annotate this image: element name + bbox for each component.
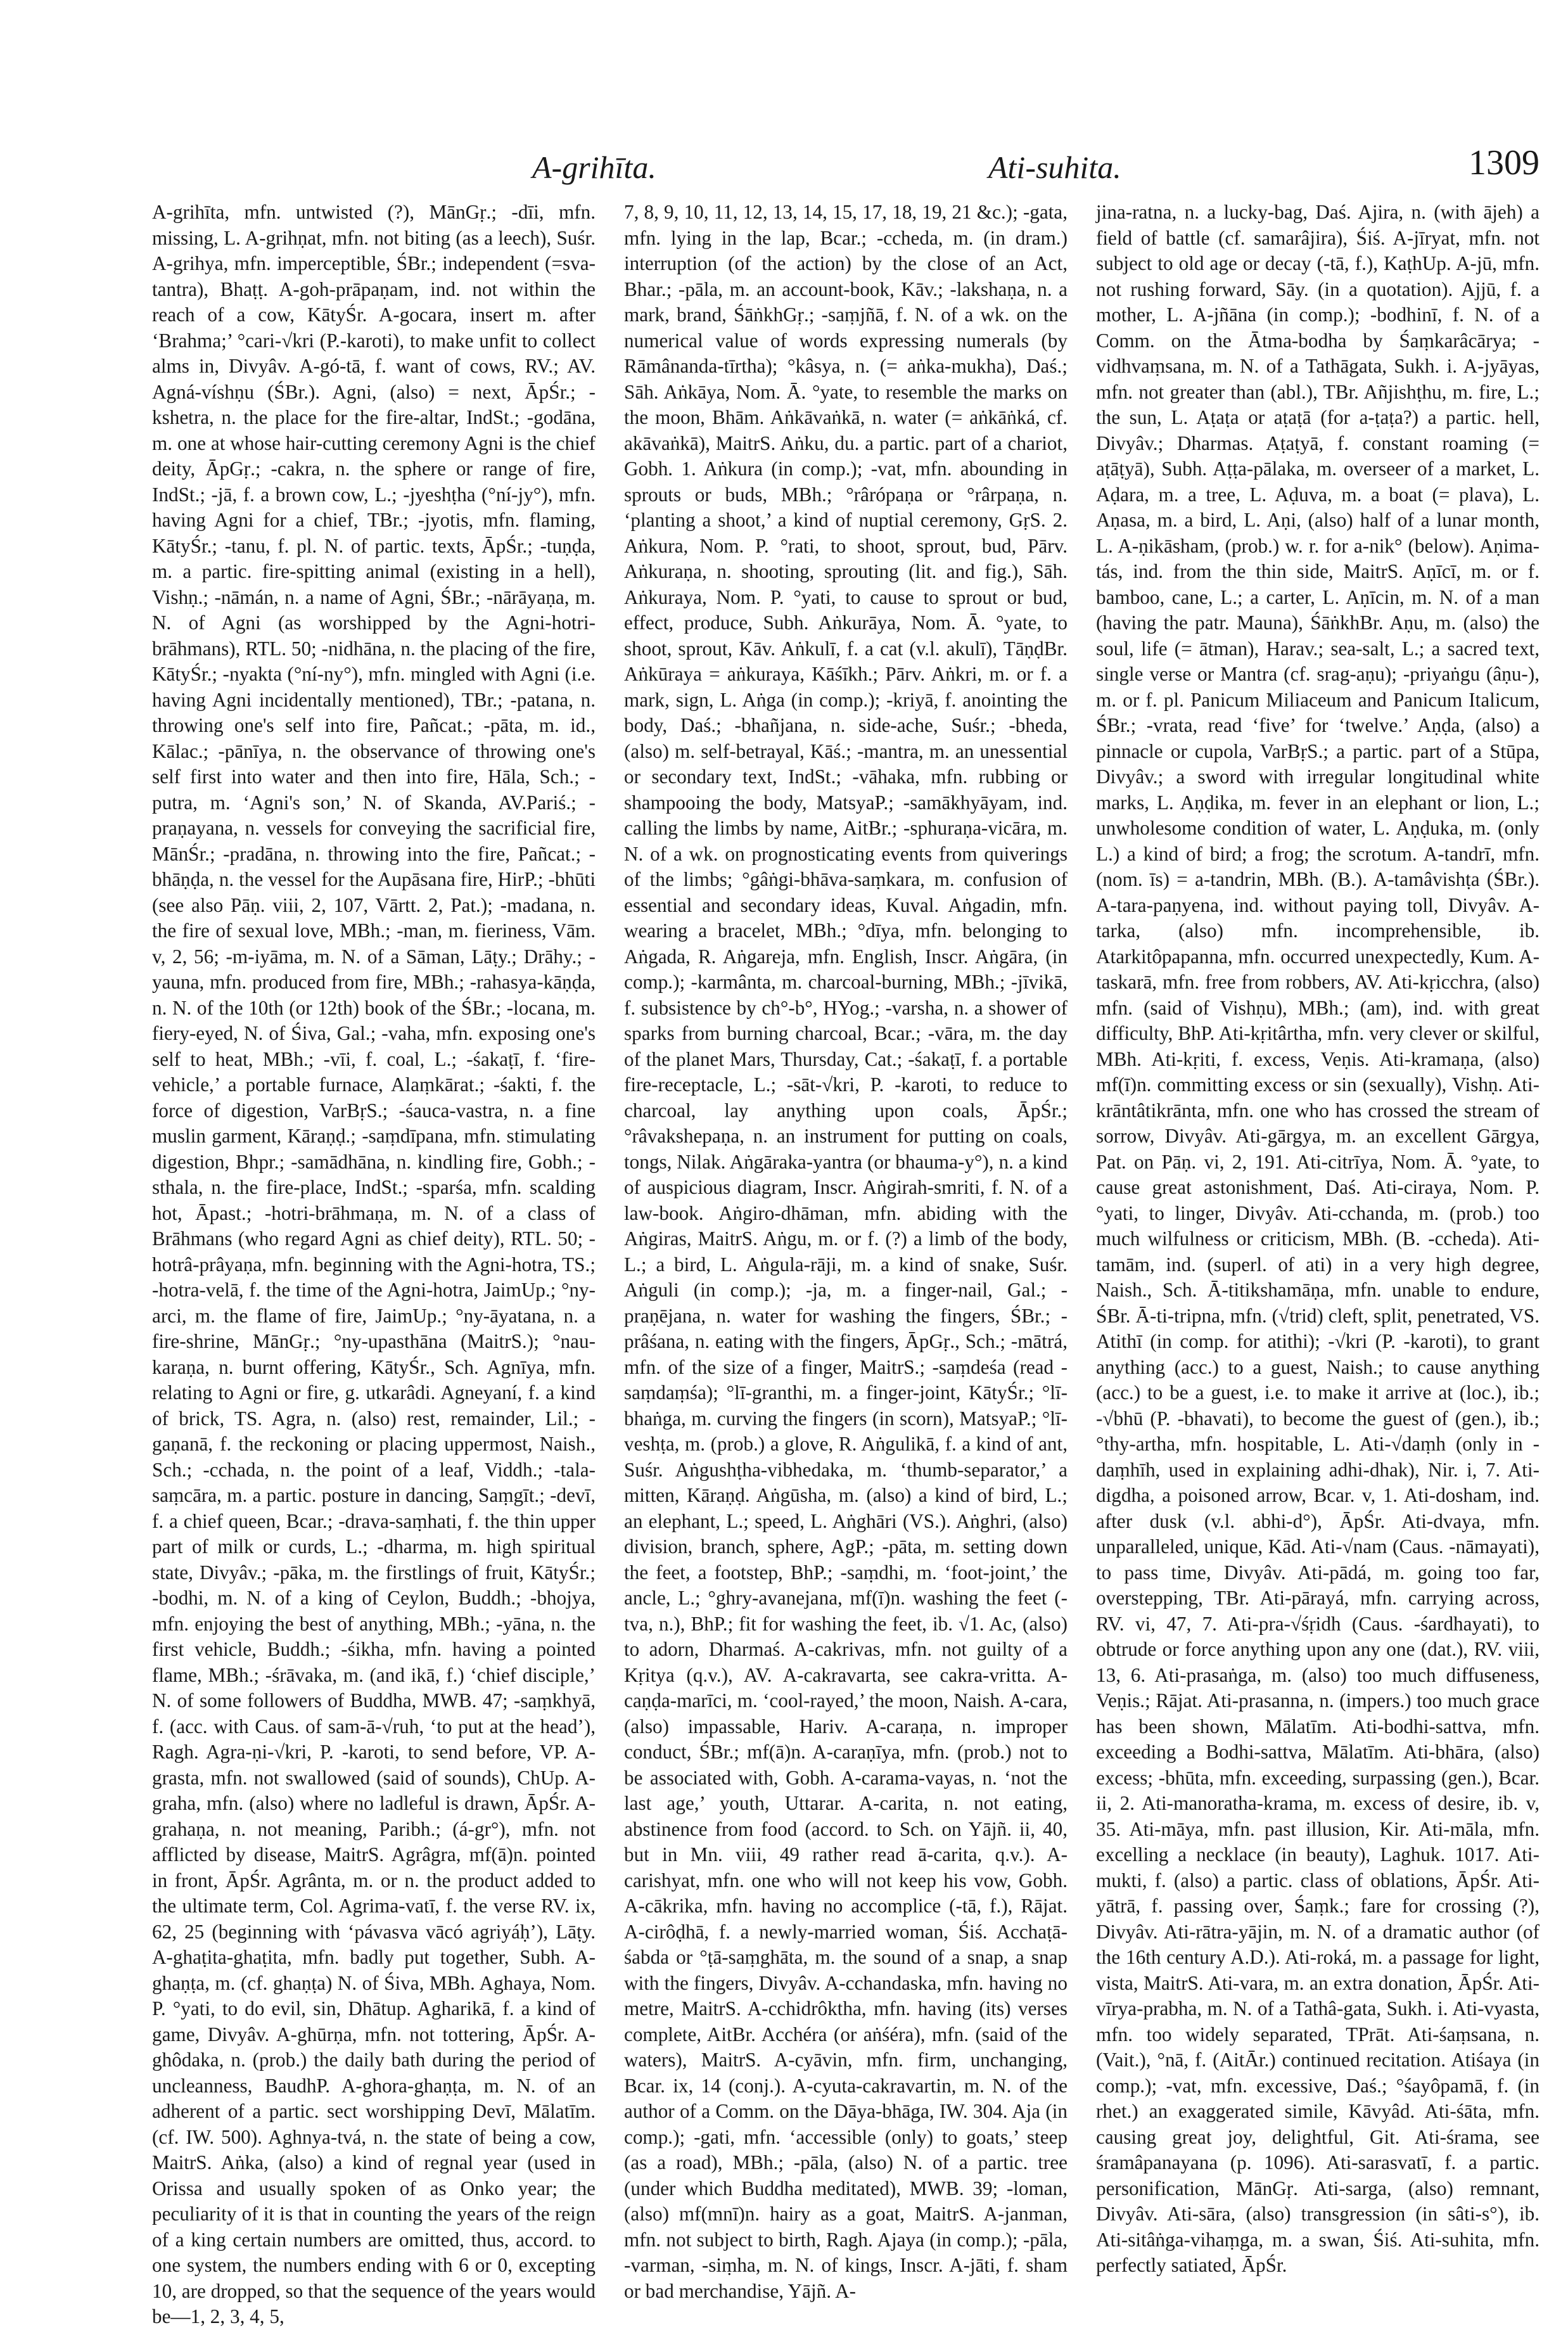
text-columns (152, 200, 1539, 2327)
column-1 (152, 200, 596, 2327)
column-2-text: 7, 8, 9, 10, 11, 12, 13, 14, 15, 17, 18, 19, 21 &c.); -gata, mfn. lying in the lap, Bcar.; -ccheda, m. (in dram.) interruption (of the action) by the close of an Act, Bhar.; -pāla, m. an account-book, Kāv.; -lakshaṇa, n. a mark, brand, ŚāṅkhGṛ.; -saṃjñā, f. N. of a wk. on the numerical value of words expressing numerals (by Rāmânanda-tīrtha); °kâsya, n. (= aṅka-mukha), Daś.; Sāh. Aṅkāya, Nom. Ā. °yate, to resemble the marks on the moon, Bhām. Aṅkāvaṅkā, n. water (= aṅkāṅká, cf. akāvaṅkā), MaitrS. Aṅku, du. a partic. part of a chariot, Gobh. 1. Aṅkura (in comp.); -vat, mfn. abounding in sprouts or buds, MBh.; °rârópaṇa or °rârpaṇa, n. ‘planting a shoot,’ a kind of nuptial ceremony, GṛS. 2. Aṅkura, Nom. P. °rati, to shoot, sprout, bud, Pārv. Aṅkuraṇa, n. shooting, sprouting (lit. and fig.), Sāh. Aṅkuraya, Nom. P. °yati, to cause to sprout or bud, effect, produce, Subh. Aṅkurāya, Nom. Ā. °yate, to shoot, sprout, Kāv. Aṅkulī, f. a cat (v.l. akulī), TāṇḍBr. Aṅkūraya = aṅkuraya, Kāśīkh.; Pārv. Aṅkri, m. or f. a mark, sign, L. Aṅga (in comp.); -kriyā, f. anointing the body, Daś.; -bhañjana, n. side-ache, Suśr.; -bheda, (also) m. self-betrayal, Kāś.; -mantra, m. an unessential or secondary text, IndSt.; -vāhaka, mfn. rubbing or shampooing the body, MatsyaP.; -samākhyāyam, ind. calling the limbs by name, AitBr.; -sphuraṇa-vicāra, m. N. of a wk. on prognosticating events from quiverings of the limbs; °gâṅgi-bhāva-saṃkara, m. confusion of essential and secondary ideas, Kuval. Aṅgadin, mfn. wearing a bracelet, MBh.; °dīya, mfn. belonging to Aṅgada, R. Aṅgareja, mfn. English, Inscr. Aṅgāra, (in comp.); -karmânta, m. charcoal-burning, MBh.; -jīvikā, f. subsistence by ch°-b°, HYog.; -varsha, n. a shower of sparks from burning charcoal, Bcar.; -vāra, m. the day of the planet Mars, Thursday, Cat.; -śakaṭī, f. a portable fire-receptacle, L.; -sāt-√kri, P. -karoti, to reduce to charcoal, lay anything upon coals, ĀpŚr.; °râvakshepaṇa, n. an instrument for putting on coals, tongs, Nilak. Aṅgāraka-yantra (or bhauma-y°), n. a kind of auspicious diagram, Inscr. Aṅgirah-smriti, f. N. of a law-book. Aṅgiro-dhāman, mfn. abiding with the Aṅgiras, MaitrS. Aṅgu, m. or f. (?) a limb of the body, L.; a bird, L. Aṅgula-rāji, m. a kind of snake, Suśr. Aṅguli (in comp.); -ja, m. a finger-nail, Gal.; -praṇējana, n. water for washing the fingers, ŚBr.; -prâśana, n. eating with the fingers, ĀpGṛ., Sch.; -mātrá, mfn. of the size of a finger, MaitrS.; -saṃdeśa (read -saṃdaṃśa); °lī-granthi, m. a finger-joint, KātyŚr.; °lī-bhaṅga, m. curving the fingers (in scorn), MatsyaP.; °lī-veshṭa, m. (prob.) a glove, R. Aṅgulikā, f. a kind of ant, Suśr. Aṅgushṭha-vibhedaka, m. ‘thumb-separator,’ a mitten, Kāraṇḍ. Aṅgūsha, m. (also) a kind of bird, L.; an elephant, L.; speed, L. Aṅghāri (VS.). Aṅghri, (also) division, branch, sphere, AgP.; -pāta, m. setting down the feet, a footstep, BhP.; -saṃdhi, m. ‘foot-joint,’ the ancle, L.; °ghry-avanejana, mf(ī)n. washing the feet (-tva, n.), BhP.; fit for washing the feet, ib. √1. Ac, (also) to adorn, Dharmaś. A-cakrivas, mfn. not guilty of a Kṛitya (q.v.), AV. A-cakravarta, see cakra-vritta. A-caṇḍa-marīci, m. ‘cool-rayed,’ the moon, Naish. A-cara, (also) impassable, Hariv. A-caraṇa, n. improper conduct, ŚBr.; mf(ā)n. A-caraṇīya, mfn. (prob.) not to be associated with, Gobh. A-carama-vayas, n. ‘not the last age,’ youth, Uttarar. A-carita, n. not eating, abstinence from food (accord. to Sch. on Yājñ. ii, 40, but in Mn. viii, 49 rather read ā-carita, q.v.). A-carishyat, mfn. one who will not keep his vow, Gobh. A-cākrika, mfn. having no accomplice (-tā, f.), Rājat. A-cirôḍhā, f. a newly-married woman, Śiś. Acchaṭā-śabda or °ṭā-saṃghāta, m. the sound of a snap, a snap with the fingers, Divyâv. A-cchandaska, mfn. having no metre, MaitrS. A-cchidrôktha, mfn. having (its) verses complete, AitBr. Acchéra (or aṅśéra), mfn. (said of the waters), MaitrS. A-cyāvin, mfn. firm, unchanging, Bcar. ix, 14 (conj.). A-cyuta-cakravartin, m. N. of the author of a Comm. on the Dāya-bhāga, IW. 304. Aja (in comp.); -gati, mfn. ‘accessible (only) to goats,’ steep (as a road), MBh.; -pāla, (also) N. of a partic. tree (under which Buddha meditated), MWB. 39; -loman, (also) mf(mnī)n. hairy as a goat, MaitrS. A-janman, mfn. not subject to birth, Ragh. Ajaya (in comp.); -pāla, -varman, -siṃha, m. N. of kings, Inscr. A-jāti, f. sham or bad merchandise, Yājñ. A- (624, 201, 1068, 2302)
page-number: 1309 (1469, 143, 1539, 182)
column-3-text: jina-ratna, n. a lucky-bag, Daś. Ajira, n. (with ājeh) a field of battle (cf. samarâjira), Śiś. A-jīryat, mfn. not subject to old age or decay (-tā, f.), KaṭhUp. A-jū, mfn. not rushing forward, Sāy. (in a quotation). Ajjū, f. a mother, L. A-jñāna (in comp.); -bodhinī, f. N. of a Comm. on the Ātma-bodha by Śaṃkarâcārya; -vidhvaṃsana, m. N. of a Tathāgata, Sukh. i. A-jyāyas, mfn. not greater than (abl.), TBr. Añjishṭhu, m. fire, L.; the sun, L. Aṭaṭa or aṭaṭā (for a-ṭaṭa?) a partic. hell, Divyâv.; Dharmas. Aṭaṭyā, f. constant roaming (= aṭāṭyā), Subh. Aṭṭa-pālaka, m. overseer of a market, L. Aḍara, m. a tree, L. Aḍuva, m. a boat (= plava), L. Aṇasa, m. a bird, L. Aṇi, (also) half of a lunar month, L. A-ṇikāsham, (prob.) w. r. for a-nik° (below). Aṇima-tás, ind. from the thin side, MaitrS. Aṇīcī, m. or f. bamboo, cane, L.; a carter, L. Aṇīcin, m. N. of a man (having the patr. Mauna), ŚāṅkhBr. Aṇu, m. (also) the soul, life (= ātman), Harav.; sea-salt, L.; a sacred text, single verse or Mantra (cf. srag-aṇu); -priyaṅgu (âṇu-), m. or f. pl. Panicum Miliaceum and Panicum Italicum, ŚBr.; -vrata, read ‘five’ for ‘twelve.’ Aṇḍa, (also) a pinnacle or cupola, VarBṛS.; a partic. part of a Stūpa, Divyâv.; a sword with irregular longitudinal white marks, L. Aṇḍika, m. fever in an elephant or lion, L.; unwholesome condition of water, L. Aṇḍuka, m. (only L.) a kind of bird; a frog; the scrotum. A-tandrī, mfn. (nom. īs) = a-tandrin, MBh. (B.). A-tamâvishṭa (ŚBr.). A-tara-paṇyena, ind. without paying toll, Divyâv. A-tarka, (also) mfn. incomprehensible, ib. Atarkitôpapanna, mfn. occurred unexpectedly, Kum. A-taskarā, mfn. free from robbers, AV. Ati-kṛicchra, (also) mfn. (said of Vishṇu), MBh.; (am), ind. with great difficulty, BhP. Ati-kṛitârtha, mfn. very clever or skilful, MBh. Ati-kṛiti, f. excess, Veṇis. Ati-kramaṇa, (also) mf(ī)n. committing excess or sin (sexually), Vishṇ. Ati-krāntâtikrānta, mfn. one who has crossed the stream of sorrow, Divyâv. Ati-gārgya, m. an excellent Gārgya, Pat. on Pāṇ. vi, 2, 191. Ati-citrīya, Nom. Ā. °yate, to cause great astonishment, Daś. Ati-ciraya, Nom. P. °yati, to linger, Divyâv. Ati-cchanda, m. (prob.) too much wilfulness or criticism, MBh. (B. -ccheda). Ati-tamām, ind. (superl. of ati) in a very high degree, Naish., Sch. Ā-titikshamāṇa, mfn. unable to endure, ŚBr. Ā-ti-tripna, mfn. (√trid) cleft, split, penetrated, VS. Atithī (in comp. for atithi); -√kri (P. -karoti), to grant anything (acc.) to a guest, Naish.; to cause anything (acc.) to be a guest, i.e. to make it arrive at (loc.), ib.; -√bhū (P. -bhavati), to become the guest of (gen.), ib.; °thy-artha, mfn. hospitable, L. Ati-√daṃh (only in -daṃhīh, used in explaining adhi-dhak), Nir. i, 7. Ati-digdha, a poisoned arrow, Bcar. v, 1. Ati-dosham, ind. after dusk (v.l. abhi-d°), ĀpŚr. Ati-dvaya, mfn. unparalleled, unique, Kād. Ati-√nam (Caus. -nāmayati), to pass time, Divyâv. Ati-pādá, m. going too far, overstepping, TBr. Ati-pārayá, mfn. carrying across, RV. vi, 47, 7. Ati-pra-√śṛidh (Caus. -śardhayati), to obtrude or force anything upon any one (dat.), RV. viii, 13, 6. Ati-prasaṅga, m. (also) too much diffuseness, Veṇis.; Rājat. Ati-prasanna, n. (impers.) too much grace has been shown, Mālatīm. Ati-bodhi-sattva, mfn. exceeding a Bodhi-sattva, Mālatīm. Ati-bhāra, (also) excess; -bhūta, mfn. exceeding, surpassing (gen.), Bcar. ii, 2. Ati-manoratha-krama, m. excess of desire, ib. v, 35. Ati-māya, mfn. past illusion, Kir. Ati-māla, mfn. excelling a necklace (in beauty), Laghuk. 1017. Ati-mukti, f. (also) a partic. class of oblations, ĀpŚr. Ati-yātrā, f. passing over, Śaṃk.; fare for crossing (?), Divyâv. Ati-rātra-yājin, m. N. of a dramatic author (of the 16th century A.D.). Ati-roká, m. a passage for light, vista, MaitrS. Ati-vara, m. an extra donation, ĀpŚr. Ati-vīrya-prabha, m. N. of a Tathâ-gata, Sukh. i. Ati-vyasta, mfn. too widely separated, TPrāt. Ati-śaṃsana, n. (Vait.), °nā, f. (AitĀr.) continued recitation. Atiśaya (in comp.); -vat, mfn. excessive, Daś.; °śayôpamā, f. (in rhet.) an exaggerated simile, Kāvyâd. Ati-śāta, mfn. causing great joy, delightful, Git. Ati-śrama, see śramâpanayana (p. 1096). Ati-sarasvatī, f. a partic. personification, MānGṛ. Ati-sarga, (also) remnant, Divyâv. Ati-sāra, (also) transgression (in sâti-s°), ib. Ati-sitâṅga-vihaṃga, m. a swan, Śiś. Ati-suhita, mfn. perfectly satiated, ĀpŚr. (1096, 201, 1539, 2276)
page-header (152, 143, 1539, 200)
running-head-right: Ati-suhita. (988, 150, 1121, 185)
column-2 (624, 200, 1068, 2302)
running-head-left: A-grihīta. (532, 150, 656, 185)
column-1-text: A-grihīta, mfn. untwisted (?), MānGṛ.; -dīi, mfn. missing, L. A-grihṇat, mfn. not biting (as a leech), Suśr. A-grihya, mfn. imperceptible, ŚBr.; independent (=sva-tantra), Bhaṭṭ. A-goh-prāpaṇam, ind. not within the reach of a cow, KātyŚr. A-gocara, insert m. after ‘Brahma;’ °cari-√kri (P.-karoti), to make unfit to collect alms in, Divyâv. A-gó-tā, f. want of cows, RV.; AV. Agná-víshṇu (ŚBr.). Agni, (also) = next, ĀpŚr.; -kshetra, n. the place for the fire-altar, IndSt.; -godāna, m. one at whose hair-cutting ceremony Agni is the chief deity, ĀpGṛ.; -cakra, n. the sphere or range of fire, IndSt.; -jā, f. a brown cow, L.; -jyeshṭha (°ní-jy°), mfn. having Agni for a chief, TBr.; -jyotis, mfn. flaming, KātyŚr.; -tanu, f. pl. N. of partic. texts, ĀpŚr.; -tuṇḍa, m. a partic. fire-spitting animal (existing in a hell), Vishṇ.; -nāmán, n. a name of Agni, ŚBr.; -nārāyaṇa, m. N. of Agni (as worshipped by the Agni-hotri-brāhmans), RTL. 50; -nidhāna, n. the placing of the fire, KātyŚr.; -nyakta (°ní-ny°), mfn. mingled with Agni (i.e. having Agni incidentally mentioned), TBr.; -patana, n. throwing one's self into fire, Pañcat.; -pāta, m. id., Kālac.; -pānīya, n. the observance of throwing one's self first into water and then into fire, Hāla, Sch.; -putra, m. ‘Agni's son,’ N. of Skanda, AV.Pariś.; -praṇayana, n. vessels for conveying the sacrificial fire, MānŚr.; -pradāna, n. throwing into the fire, Pañcat.; -bhāṇḍa, n. the vessel for the Aupāsana fire, HirP.; -bhūti (see also Pāṇ. viii, 2, 107, Vārtt. 2, Pat.); -madana, n. the fire of sexual love, MBh.; -man, m. fieriness, Vām. v, 2, 56; -m-iyāma, m. N. of a Sāman, Lāṭy.; Drāhy.; -yauna, mfn. produced from fire, MBh.; -rahasya-kāṇḍa, n. N. of the 10th (or 12th) book of the ŚBr.; -locana, m. fiery-eyed, N. of Śiva, Gal.; -vaha, mfn. exposing one's self to heat, MBh.; -vīi, f. coal, L.; -śakaṭī, f. ‘fire-vehicle,’ a portable furnace, Alaṃkārat.; -śakti, f. the force of digestion, VarBṛS.; -śauca-vastra, n. a fine muslin garment, Kāraṇḍ.; -saṃdīpana, mfn. stimulating digestion, Bhpr.; -samādhāna, n. kindling fire, Gobh.; -sthala, n. the fire-place, IndSt.; -sparśa, mfn. scalding hot, Āpast.; -hotri-brāhmaṇa, m. N. of a class of Brāhmans (who regard Agni as chief deity), RTL. 50; -hotrâ-prâyaṇa, mfn. beginning with the Agni-hotra, TS.; -hotra-velā, f. the time of the Agni-hotra, JaimUp.; °ny-arci, m. the flame of fire, JaimUp.; °ny-āyatana, n. a fire-shrine, MānGṛ.; °ny-upasthāna (MaitrS.); °nau-karaṇa, n. burnt offering, KātyŚr., Sch. Agnīya, mfn. relating to Agni or fire, g. utkarâdi. Agneyaní, f. a kind of brick, TS. Agra, n. (also) rest, remainder, Lil.; -gaṇanā, f. the reckoning or placing uppermost, Naish., Sch.; -cchada, n. the point of a leaf, Viddh.; -tala-saṃcāra, m. a partic. posture in dancing, Saṃgīt.; -devī, f. a chief queen, Bcar.; -drava-saṃhati, f. the thin upper part of milk or curds, L.; -dharma, m. high spiritual state, Divyâv.; -pāka, m. the firstlings of fruit, KātyŚr.; -bodhi, m. N. of a king of Ceylon, Buddh.; -bhojya, mfn. enjoying the best of anything, MBh.; -yāna, n. the first vehicle, Buddh.; -śikha, mfn. having a pointed flame, MBh.; -śrāvaka, m. (and ikā, f.) ‘chief disciple,’ N. of some followers of Buddha, MWB. 47; -saṃkhyā, f. (acc. with Caus. of sam-ā-√ruh, ‘to put at the head’), Ragh. Agra-ṇi-√kri, P. -karoti, to send before, VP. A-grasta, mfn. not swallowed (said of sounds), ChUp. A-graha, mfn. (also) where no ladleful is drawn, ĀpŚr. A-grahaṇa, n. not meaning, Paribh.; (á-gr°), mfn. not afflicted by disease, MaitrS. Agrâgra, mf(ā)n. pointed in front, ĀpŚr. Agrânta, m. or n. the product added to the ultimate term, Col. Agrima-vatī, f. the verse RV. ix, 62, 25 (beginning with ‘pávasva vācó agriyáḥ’), Lāṭy. A-ghaṭita-ghaṭita, mfn. badly put together, Subh. A-ghaṇṭa, m. (cf. ghaṇṭa) N. of Śiva, MBh. Aghaya, Nom. P. °yati, to do evil, sin, Dhātup. Agharikā, f. a kind of game, Divyâv. A-ghūrṇa, mfn. not tottering, ĀpŚr. A-ghôdaka, n. (prob.) the daily bath during the period of uncleanness, BaudhP. A-ghora-ghaṇṭa, m. N. of an adherent of a partic. sect worshipping Devī, Mālatīm. (cf. IW. 500). Aghnya-tvá, n. the state of being a cow, MaitrS. Aṅka, (also) a kind of regnal year (used in Orissa and usually spoken of as Onko year; the peculiarity of it is that in counting the years of the reign of a king certain numbers are omitted, thus, accord. to one system, the numbers ending with 6 or 0, excepting 10, are dropped, so that the sequence of the years would be—1, 2, 3, 4, 5, (152, 201, 596, 2327)
column-3 (1096, 200, 1539, 2276)
